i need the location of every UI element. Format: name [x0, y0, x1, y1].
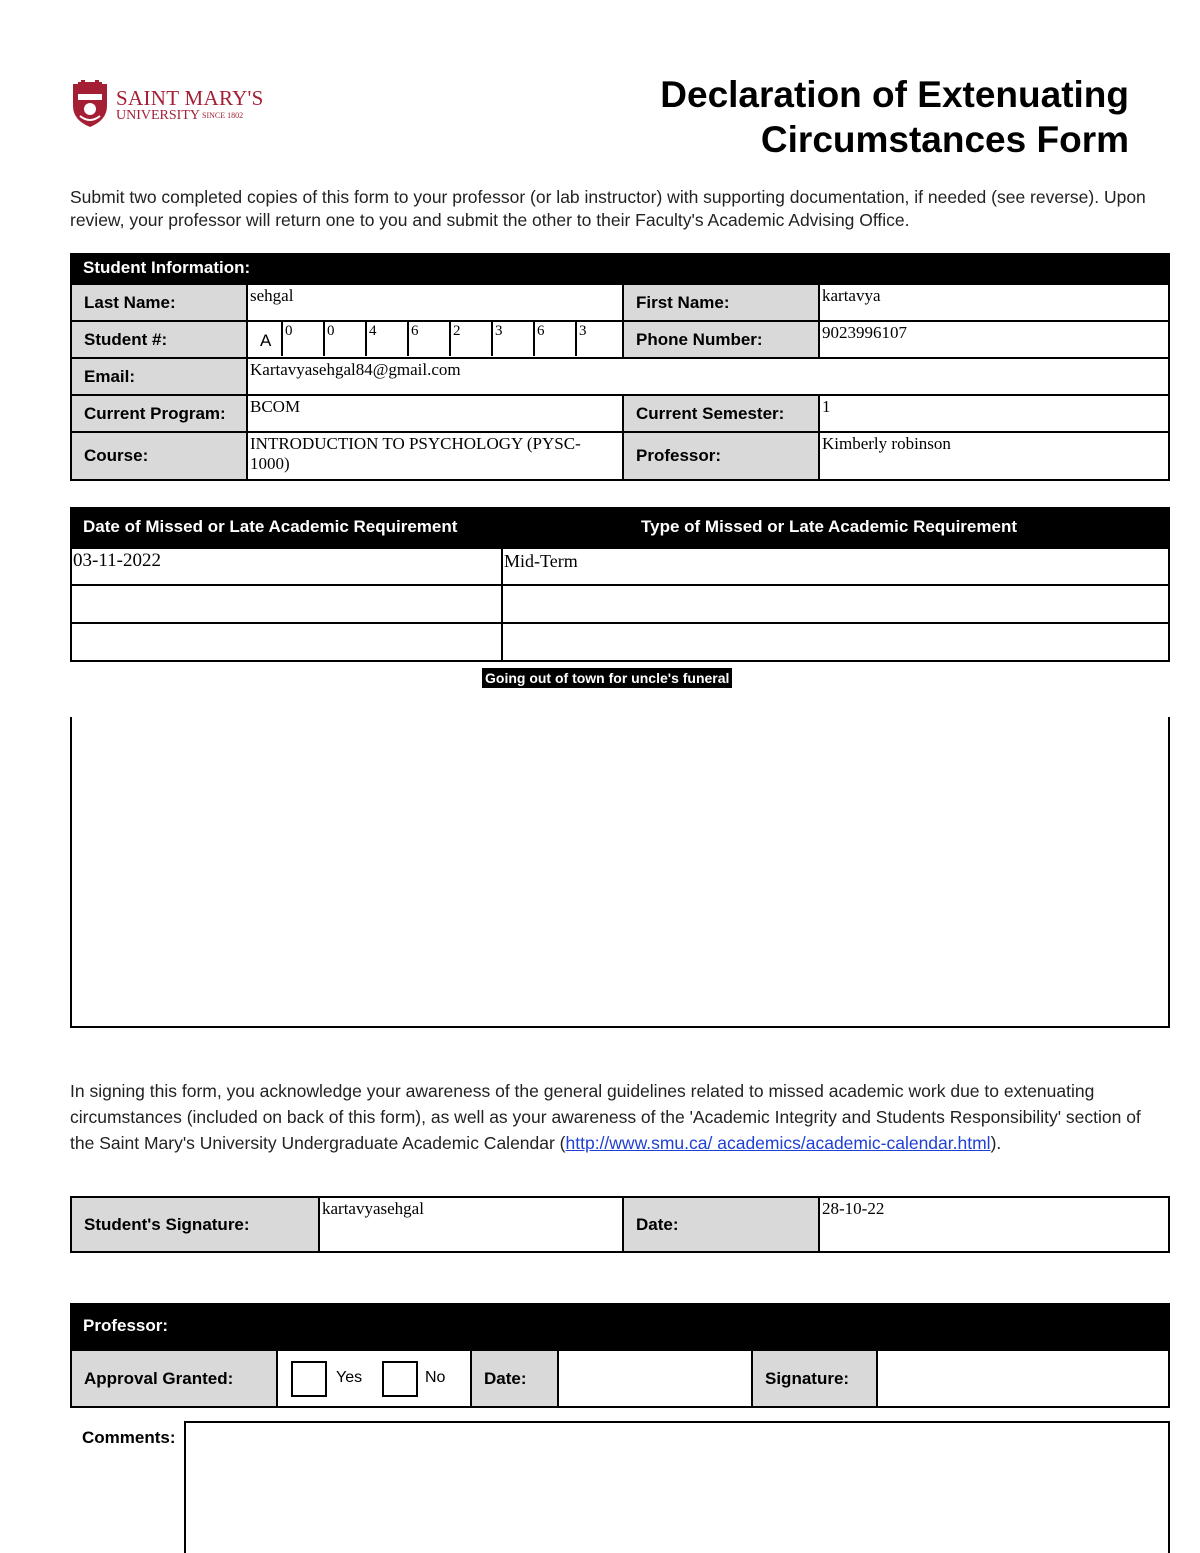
no-label: No	[425, 1369, 446, 1386]
yes-label: Yes	[336, 1369, 363, 1386]
student-digit: 6	[407, 322, 449, 356]
signature-date-label: Date:	[622, 1196, 820, 1253]
type-column-header: Type of Missed or Late Academic Requirement	[641, 517, 1017, 536]
professor-field[interactable]: Kimberly robinson	[818, 431, 1170, 481]
student-digit: 3	[491, 322, 533, 356]
academic-calendar-link[interactable]: http://www.smu.ca/ academics/academic-calendar.html	[565, 1133, 991, 1153]
student-digit: 0	[281, 322, 323, 356]
missed-date-cell[interactable]	[70, 622, 503, 662]
professor-date-label: Date:	[470, 1349, 559, 1408]
yes-checkbox[interactable]	[291, 1361, 327, 1397]
acknowledgement-tail: ).	[990, 1133, 1002, 1153]
program-label: Current Program:	[70, 394, 248, 433]
reason-box[interactable]	[70, 717, 1170, 1028]
semester-label: Current Semester:	[622, 394, 820, 433]
signature-row	[70, 1196, 1170, 1253]
student-info-header: Student Information:	[70, 253, 1170, 283]
form-title	[569, 72, 1129, 162]
professor-section	[70, 1303, 1170, 1408]
missed-date-cell[interactable]	[70, 584, 503, 624]
student-number-prefix: A	[260, 331, 272, 350]
missed-requirement-table	[70, 507, 1170, 662]
logo-subname: UNIVERSITY	[116, 108, 200, 123]
email-field[interactable]: Kartavyasehgal84@gmail.com	[246, 357, 1170, 396]
signature-date-field[interactable]: 28-10-22	[818, 1196, 1170, 1253]
professor-header: Professor:	[70, 1303, 1170, 1349]
acknowledgement-text	[70, 1078, 1160, 1156]
student-signature-field[interactable]: kartavyasehgal	[318, 1196, 624, 1253]
student-digit: 2	[449, 322, 491, 356]
acknowledgement-body: In signing this form, you acknowledge your awareness of the general guidelines related to missed academic work due to extenuating circumstances (included on back of this form), as well as your awareness of the 'Academic Integrity and Students Responsibility' section of the Saint Mary's University Undergraduate Academic Calendar (	[70, 1081, 1141, 1153]
professor-date-field[interactable]	[557, 1349, 753, 1408]
student-digit: 3	[575, 322, 622, 356]
first-name-field[interactable]: kartavya	[818, 283, 1170, 322]
form-title-line2: Circumstances Form	[760, 119, 1129, 160]
last-name-label: Last Name:	[70, 283, 248, 322]
student-digit: 0	[323, 322, 365, 356]
missed-date-cell[interactable]: 03-11-2022	[70, 547, 503, 586]
missed-table-header	[70, 507, 1170, 547]
student-digit: 4	[365, 322, 407, 356]
missed-type-cell[interactable]	[501, 584, 1170, 624]
missed-type-cell[interactable]: Mid-Term	[501, 547, 1170, 586]
student-info-section	[70, 253, 1170, 481]
comments-label: Comments:	[82, 1428, 176, 1447]
phone-field[interactable]: 9023996107	[818, 320, 1170, 359]
professor-signature-field[interactable]	[876, 1349, 1170, 1408]
student-digit: 6	[533, 322, 575, 356]
approval-options	[276, 1349, 472, 1408]
logo-since: SINCE 1802	[202, 111, 244, 120]
date-column-header: Date of Missed or Late Academic Requirement	[83, 517, 458, 536]
crest-icon	[70, 80, 110, 128]
form-title-line1: Declaration of Extenuating	[660, 74, 1129, 115]
semester-field[interactable]: 1	[818, 394, 1170, 433]
missed-type-cell[interactable]	[501, 622, 1170, 662]
course-label: Course:	[70, 431, 248, 481]
course-field[interactable]: INTRODUCTION TO PSYCHOLOGY (PYSC- 1000)	[246, 431, 624, 481]
student-number-field[interactable]	[246, 320, 624, 359]
last-name-field[interactable]: sehgal	[246, 283, 624, 322]
reason-text: Going out of town for uncle's funeral	[482, 668, 732, 688]
logo-name: SAINT MARY'S	[116, 86, 264, 110]
student-number-label: Student #:	[70, 320, 248, 359]
professor-signature-label: Signature:	[751, 1349, 878, 1408]
no-checkbox[interactable]	[382, 1361, 418, 1397]
phone-label: Phone Number:	[622, 320, 820, 359]
approval-label: Approval Granted:	[70, 1349, 278, 1408]
email-label: Email:	[70, 357, 248, 396]
first-name-label: First Name:	[622, 283, 820, 322]
university-logo	[70, 80, 270, 130]
student-signature-label: Student's Signature:	[70, 1196, 320, 1253]
intro-text: Submit two completed copies of this form to your professor (or lab instructor) with supporting documentation, if needed (see reverse). Upon review, your professor will return one to you and submit the other to their Faculty's Academic Advising Office.	[70, 187, 1146, 230]
program-field[interactable]: BCOM	[246, 394, 624, 433]
comments-field[interactable]	[184, 1421, 1170, 1553]
professor-label: Professor:	[622, 431, 820, 481]
